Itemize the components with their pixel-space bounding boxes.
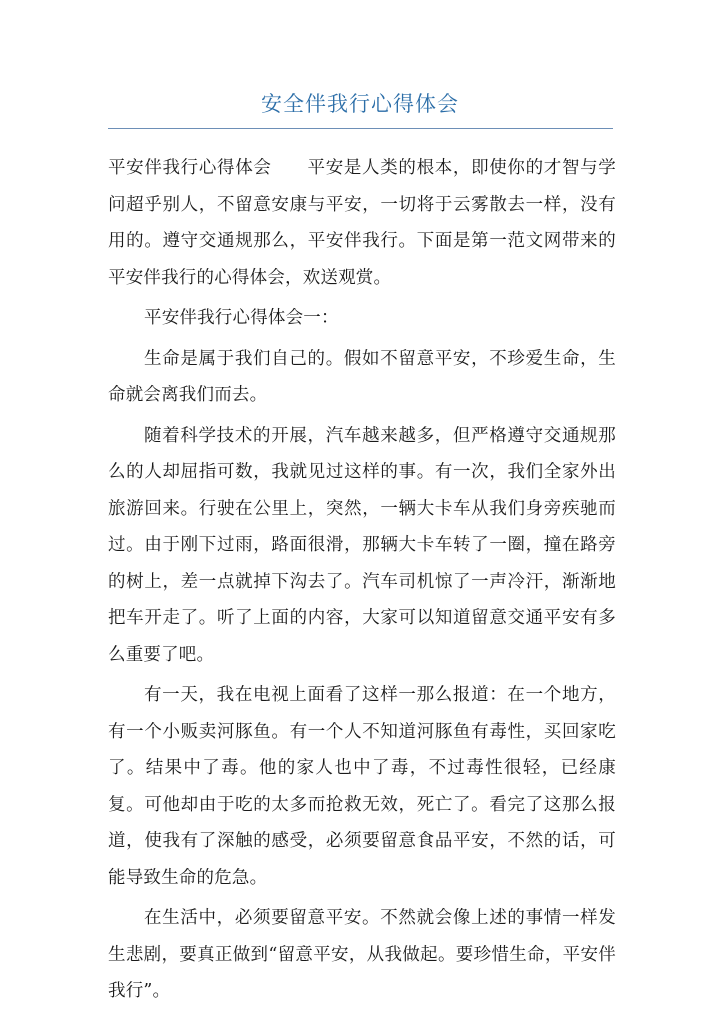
intro-lead-title: 平安伴我行心得体会 bbox=[108, 158, 272, 178]
body-paragraph: 有一天，我在电视上面看了这样一那么报道：在一个地方，有一个小贩卖河豚鱼。有一个人不知道河豚鱼有毒性，买回家吃了。结果中了毒。他的家人也中了毒，不过毒性很轻，已经康复。可他却由于吃的太多而抢救无效，死亡了。看完了这那么报道，使我有了深触的感受，必须要留意食品平安，不然的话，可能导致生命的危急。 bbox=[108, 685, 616, 888]
section-heading: 平安伴我行心得体会一： bbox=[144, 308, 339, 328]
body-paragraph: 随着科学技术的开展，汽车越来越多，但严格遵守交通规那么的人却屈指可数，我就见过这样的事。有一次，我们全家外出旅游回来。行驶在公里上，突然，一辆大卡车从我们身旁疾驰而过。由于刚下过雨，路面很滑，那辆大卡车转了一圈，撞在路旁的树上，差一点就掉下沟去了。汽车司机惊了一声冷汗，渐渐地把车开走了。听了上面的内容，大家可以知道留意交通平安有多么重要了吧。 bbox=[108, 425, 616, 665]
body-paragraph: 生命是属于我们自己的。假如不留意平安，不珍爱生命，生命就会离我们而去。 bbox=[108, 348, 616, 405]
intro-paragraph bbox=[108, 150, 616, 296]
body-paragraph: 在生活中，必须要留意平安。不然就会像上述的事情一样发生悲剧，要真正做到“留意平安，从我做起。要珍惜生命，平安伴我行”。 bbox=[108, 908, 616, 1001]
intro-text: 平安是人类的根本，即使你的才智与学问超乎别人，不留意安康与平安，一切将于云雾散去一样，没有用的。遵守交通规那么，平安伴我行。下面是第一范文网带来的平安伴我行的心得体会，欢送观赏。 bbox=[108, 158, 616, 288]
document-title: 安全伴我行心得体会 bbox=[261, 92, 459, 116]
title-divider bbox=[108, 128, 613, 129]
document-body bbox=[108, 150, 616, 1010]
